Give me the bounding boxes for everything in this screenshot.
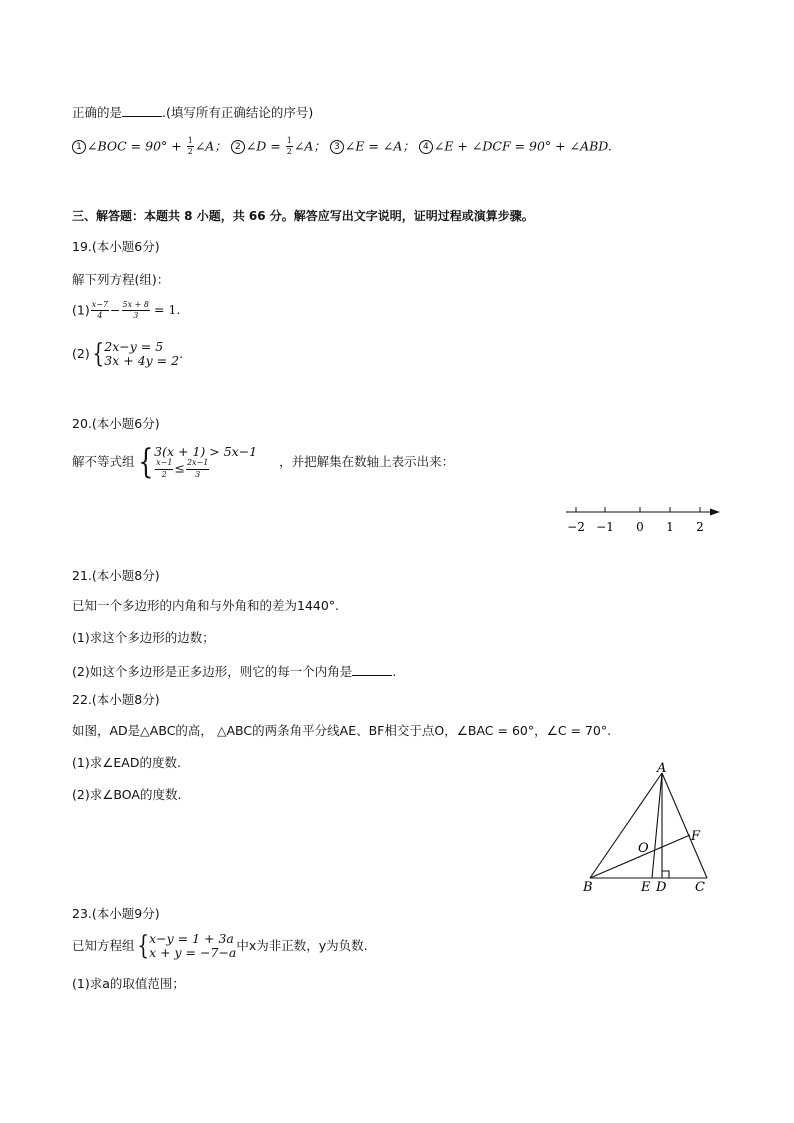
axis-label: 0 (636, 520, 644, 534)
q19-header: 19.(本小题6分) (72, 239, 160, 254)
answer-blank[interactable] (122, 105, 162, 117)
fraction: $\frac{5x + 8}{3}$ (122, 300, 149, 321)
equation-system: 2x−y = 5 3x + 4y = 2 (104, 339, 180, 369)
label-e: E (641, 880, 651, 895)
option-1-marker: 1 (72, 140, 86, 154)
side-ac (662, 773, 707, 878)
label-o: O (638, 841, 649, 856)
brace: { (92, 339, 104, 370)
label-d: D (656, 880, 667, 895)
q21-statement: 已知一个多边形的内角和与外角和的差为1440°. (72, 598, 340, 613)
fraction: $\frac{1}{2}$ (286, 136, 292, 157)
q20-body: 解不等式组{ 3(x + 1) > 5x−1 $\frac{x-1}{2}$ ≤ $\frac{2x-1}{3}$ ，并把解集在数轴上表示出来： (72, 442, 455, 483)
fraction: $\frac{1}{2}$ (187, 136, 193, 157)
q21-header: 21.(本小题8分) (72, 568, 160, 583)
label-f: F (691, 829, 701, 844)
number-line (560, 502, 730, 538)
axis-label: −2 (567, 520, 585, 534)
q22-statement: 如图，AD是△ABC的高， △ABC的两条角平分线AE、BF相交于点O，∠BAC = 60°，∠C = 70°. (72, 723, 612, 738)
label-b: B (583, 880, 593, 895)
arrow-right-icon (710, 509, 720, 516)
q22-part2: (2)求∠BOA的度数. (72, 787, 182, 802)
brace: { (137, 442, 153, 483)
q21-part2: (2)如这个多边形是正多边形，则它的每一个内角是 . (72, 664, 397, 679)
triangle-figure (575, 760, 725, 900)
equation-system: x−y = 1 + 3a x + y = −7−a (149, 931, 237, 961)
answer-blank[interactable] (352, 664, 392, 676)
right-angle-mark (662, 871, 669, 878)
q19-instruction: 解下列方程(组)： (72, 272, 170, 287)
q23-body: 已知方程组{ x−y = 1 + 3a x + y = −7−a 中x为非正数，y为负数. (72, 931, 368, 962)
fraction: $\frac{x-1}{2}$ (156, 458, 173, 479)
axis-label: −1 (596, 520, 614, 534)
fraction: $\frac{2x-1}{3}$ (186, 458, 209, 479)
inequality-system: 3(x + 1) > 5x−1 $\frac{x-1}{2}$ ≤ $\frac{2x-1}{3}$ (154, 444, 258, 479)
q22-header: 22.(本小题8分) (72, 692, 160, 707)
q23-header: 23.(本小题9分) (72, 906, 160, 921)
label-a: A (657, 761, 667, 776)
option-2-marker: 2 (231, 140, 245, 154)
q20-header: 20.(本小题6分) (72, 416, 160, 431)
q18-prompt: 正确的是 .(填写所有正确结论的序号) (72, 105, 314, 120)
q19-part1: (1) $\frac{x-7}{4}$ − $\frac{5x + 8}{3}$ = 1. (72, 300, 181, 321)
q23-part1: (1)求a的取值范围； (72, 976, 185, 991)
section-title: 三、解答题：本题共 8 小题，共 66 分。解答应写出文字说明，证明过程或演算步骤。 (72, 209, 534, 223)
option-3-marker: 3 (330, 140, 344, 154)
fraction: $\frac{x-7}{4}$ (91, 300, 109, 321)
q19-part2: (2){ 2x−y = 5 3x + 4y = 2 . (72, 339, 184, 370)
bisector-ae (652, 773, 662, 878)
label-c: C (695, 880, 705, 895)
axis-label: 2 (696, 520, 704, 534)
option-4-marker: 4 (419, 140, 433, 154)
q21-part1: (1)求这个多边形的边数； (72, 630, 215, 645)
q22-part1: (1)求∠EAD的度数. (72, 755, 181, 770)
q18-options: 1 ∠BOC = 90° + $\frac{1}{2}$ ∠A； 2 ∠D = $\frac{1}{2}$ ∠A； 3 ∠E = ∠A； 4 ∠E + ∠DCF = 90° + ∠ABD. (72, 137, 612, 157)
axis-label: 1 (666, 520, 674, 534)
brace: { (136, 931, 149, 962)
